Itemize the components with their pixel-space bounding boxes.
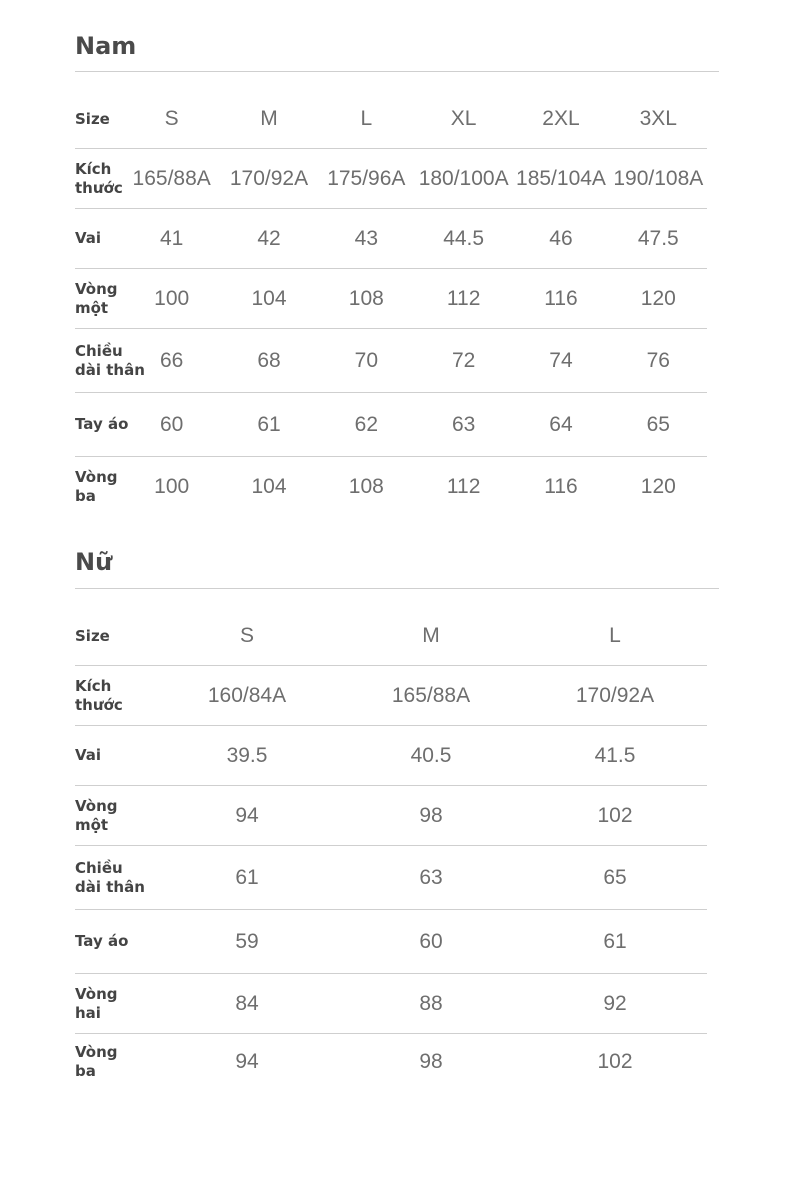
measurement-cell: 92	[603, 991, 627, 1015]
measurement-cell: 63	[419, 865, 443, 889]
measurement-cell: 63	[451, 412, 476, 436]
measurement-cell: 44.5	[443, 226, 485, 250]
size-header-cell: L	[609, 624, 621, 647]
measurement-cell: 84	[235, 991, 259, 1015]
women-table-row	[75, 1034, 707, 1089]
size-header-cell: 3XL	[639, 107, 677, 130]
measurement-cell: 108	[348, 475, 384, 498]
size-header-label: Size	[75, 109, 110, 128]
measurement-cell: 61	[235, 865, 259, 889]
row-label: Vòng hai	[75, 984, 118, 1022]
measurement-cell: 104	[251, 475, 287, 498]
measurement-cell: 120	[640, 475, 676, 498]
measurement-cell: 62	[354, 412, 378, 436]
size-header-cell: M	[422, 624, 440, 647]
measurement-cell: 65	[603, 865, 627, 889]
measurement-cell: 42	[257, 226, 281, 250]
measurement-cell: 98	[419, 803, 443, 827]
men-table-row	[75, 209, 707, 269]
size-header-cell: S	[164, 107, 179, 130]
measurement-cell: 64	[549, 412, 573, 436]
row-label: Tay áo	[75, 415, 129, 433]
measurement-cell: 180/100A	[418, 166, 509, 190]
measurement-cell: 116	[544, 475, 578, 498]
measurement-cell: 112	[446, 475, 481, 498]
measurement-cell: 170/92A	[575, 683, 655, 707]
measurement-cell: 108	[348, 286, 384, 310]
measurement-cell: 165/88A	[132, 166, 211, 190]
measurement-cell: 61	[257, 412, 281, 436]
size-header-cell: XL	[450, 107, 477, 130]
measurement-cell: 175/96A	[327, 166, 406, 190]
women-table-row	[75, 726, 707, 786]
men-section-title: Nam	[75, 32, 137, 60]
men-title-divider	[75, 71, 719, 72]
measurement-cell: 160/84A	[207, 683, 287, 707]
men-table-row	[75, 149, 707, 209]
measurement-cell: 60	[159, 412, 184, 436]
women-header-row	[75, 607, 707, 666]
measurement-cell: 41.5	[594, 743, 636, 767]
men-size-table	[75, 90, 707, 517]
measurement-cell: 76	[646, 348, 670, 372]
measurement-cell: 39.5	[226, 743, 268, 767]
measurement-cell: 88	[419, 991, 443, 1015]
measurement-cell: 94	[235, 1049, 259, 1073]
men-table-row	[75, 329, 707, 393]
women-table-row	[75, 910, 707, 974]
measurement-cell: 65	[646, 412, 670, 436]
measurement-cell: 100	[154, 475, 190, 498]
measurement-cell: 66	[159, 348, 184, 372]
row-label: Vòng ba	[75, 1042, 118, 1080]
row-label: Kích thước	[75, 159, 123, 197]
women-title-divider	[75, 588, 719, 589]
measurement-cell: 46	[549, 226, 573, 250]
measurement-cell: 104	[251, 286, 287, 310]
measurement-cell: 41	[159, 226, 184, 250]
measurement-cell: 170/92A	[229, 166, 309, 190]
row-label: Vòng một	[75, 796, 118, 834]
men-table-row	[75, 269, 707, 329]
women-size-table	[75, 607, 707, 1089]
row-label: Vai	[75, 746, 102, 764]
measurement-cell: 94	[235, 803, 259, 827]
women-table-row	[75, 666, 707, 726]
size-header-cell: L	[360, 107, 373, 130]
row-label: Vai	[75, 229, 102, 247]
measurement-cell: 70	[354, 348, 378, 372]
measurement-cell: 116	[544, 286, 578, 310]
row-label: Chiều dài thân	[75, 341, 145, 379]
size-header-cell: 2XL	[542, 107, 580, 130]
men-table-row	[75, 393, 707, 457]
measurement-cell: 74	[549, 348, 573, 372]
measurement-cell: 72	[451, 348, 476, 372]
measurement-cell: 59	[235, 929, 259, 953]
row-label: Chiều dài thân	[75, 858, 145, 896]
measurement-cell: 47.5	[637, 226, 679, 250]
measurement-cell: 120	[640, 286, 676, 310]
size-header-label: Size	[75, 626, 110, 645]
row-label: Kích thước	[75, 676, 123, 714]
measurement-cell: 68	[257, 348, 281, 372]
size-header-cell: S	[239, 624, 254, 647]
measurement-cell: 102	[597, 803, 633, 827]
women-section-title: Nữ	[75, 548, 113, 576]
measurement-cell: 102	[597, 1049, 633, 1073]
row-label: Tay áo	[75, 932, 129, 950]
women-table-row	[75, 846, 707, 910]
row-label: Vòng một	[75, 279, 118, 317]
measurement-cell: 165/88A	[391, 683, 471, 707]
measurement-cell: 185/104A	[516, 166, 606, 190]
women-table-row	[75, 786, 707, 846]
women-table-row	[75, 974, 707, 1034]
size-header-cell: M	[260, 107, 278, 130]
measurement-cell: 43	[354, 226, 378, 250]
measurement-cell: 100	[154, 286, 190, 310]
men-table-row	[75, 457, 707, 517]
men-header-row	[75, 90, 707, 149]
measurement-cell: 112	[446, 286, 481, 310]
row-label: Vòng ba	[75, 468, 118, 505]
measurement-cell: 98	[419, 1049, 443, 1073]
measurement-cell: 60	[419, 929, 443, 953]
measurement-cell: 61	[603, 929, 627, 953]
measurement-cell: 190/108A	[613, 166, 704, 190]
measurement-cell: 40.5	[410, 743, 452, 767]
